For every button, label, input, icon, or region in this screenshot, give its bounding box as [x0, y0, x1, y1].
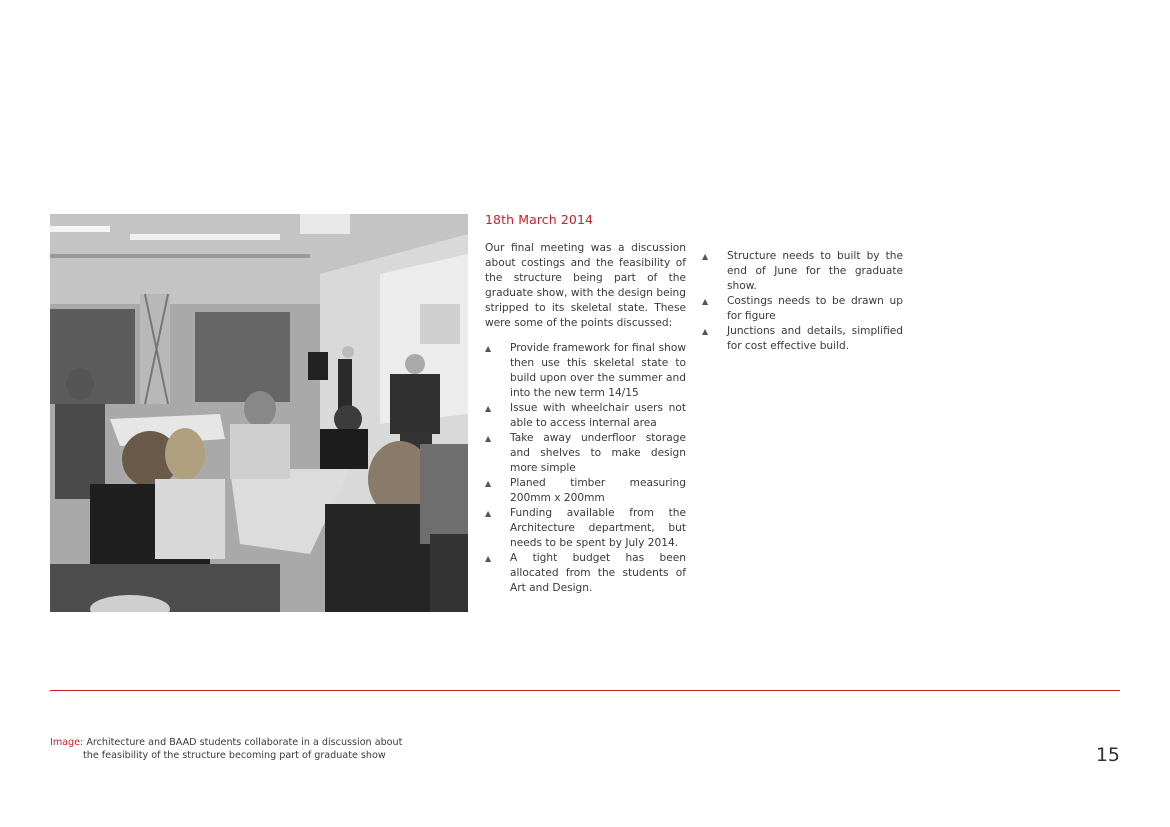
text-column-right: [702, 249, 903, 354]
list-item: ▲ Junctions and details, simplified for cost effective build.: [702, 325, 903, 352]
intro-paragraph: Our final meeting was a discussion about costings and the feasibility of the structure being part of the graduate show, with the design being stripped to its skeletal state. These were some of the points discussed:: [485, 242, 686, 329]
text-column-left: [485, 212, 686, 596]
list-item: ▲ Issue with wheelchair users not able to access internal area: [485, 402, 686, 429]
list-item: ▲ Costings needs to be drawn up for figure: [702, 295, 903, 322]
list-item: ▲ Funding available from the Architecture department, but needs to be spent by July 2014.: [485, 507, 686, 549]
list-item: ▲ Structure needs to built by the end of June for the graduate show.: [702, 250, 903, 292]
caption-label: Image:: [50, 737, 84, 748]
triangle-bullet-icon: ▲: [485, 344, 492, 353]
triangle-bullet-icon: ▲: [485, 404, 492, 413]
list-item: ▲ A tight budget has been allocated from the students of Art and Design.: [485, 552, 686, 594]
triangle-bullet-icon: ▲: [702, 252, 709, 261]
caption-line-2: the feasibility of the structure becoming part of graduate show: [83, 750, 386, 761]
points-list-right: [702, 249, 903, 354]
points-list-left: [485, 341, 686, 596]
list-item: ▲ Take away underfloor storage and shelves to make design more simple: [485, 432, 686, 474]
page-number: 15: [1095, 744, 1120, 766]
triangle-bullet-icon: ▲: [702, 327, 709, 336]
triangle-bullet-icon: ▲: [702, 297, 709, 306]
caption-line-1: Architecture and BAAD students collaborate in a discussion about: [83, 737, 403, 748]
meeting-photo: [50, 214, 468, 612]
triangle-bullet-icon: ▲: [485, 554, 492, 563]
triangle-bullet-icon: ▲: [485, 509, 492, 518]
triangle-bullet-icon: ▲: [485, 479, 492, 488]
list-item: ▲ Planed timber measuring 200mm x 200mm: [485, 477, 686, 504]
image-caption: [50, 736, 410, 762]
triangle-bullet-icon: ▲: [485, 434, 492, 443]
divider-line: [50, 690, 1120, 691]
section-date: 18th March 2014: [485, 212, 594, 227]
list-item: ▲ Provide framework for final show then use this skeletal state to build upon over the summer and into the new term 14/15: [485, 342, 686, 399]
